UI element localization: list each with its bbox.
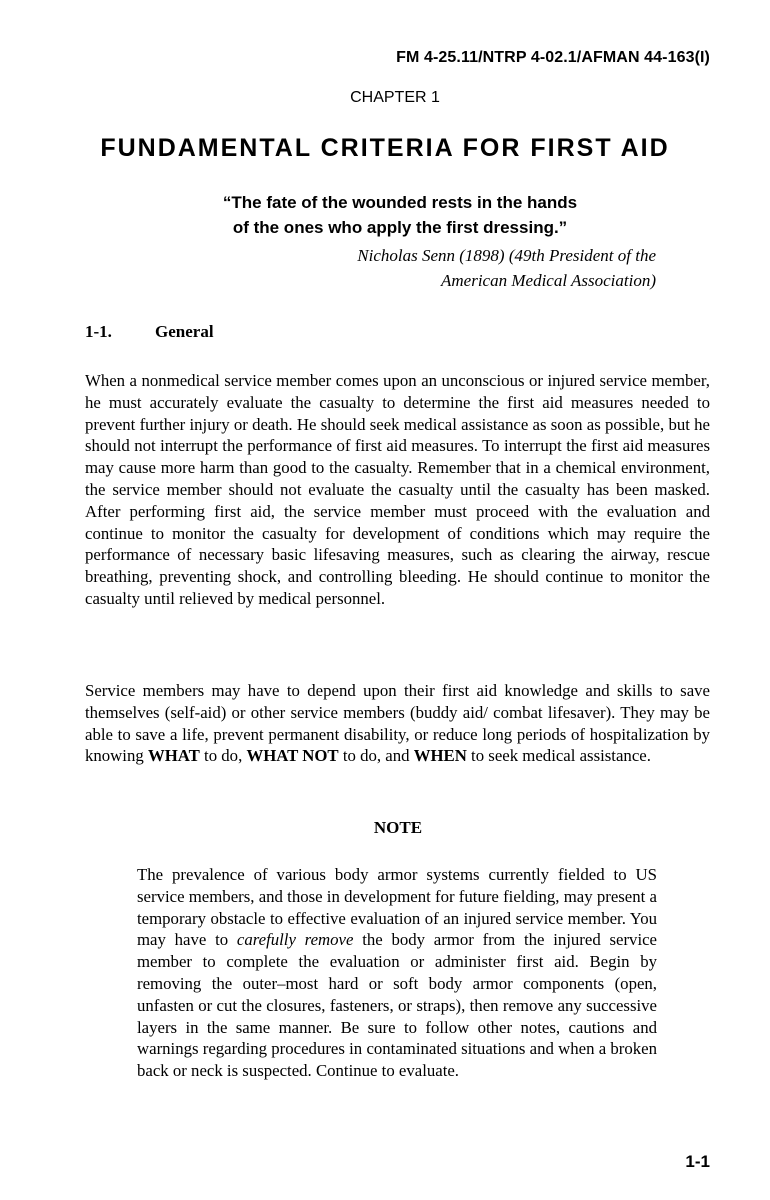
epigraph-attribution bbox=[357, 243, 656, 293]
document-id-header: FM 4-25.11/NTRP 4-02.1/AFMAN 44-163(I) bbox=[396, 49, 710, 66]
emphasis-what-not: WHAT NOT bbox=[246, 746, 339, 766]
paragraph-text: to seek medical assistance. bbox=[466, 746, 651, 766]
epigraph-quote bbox=[0, 190, 770, 240]
section-title: General bbox=[155, 322, 214, 341]
note-text: the body armor from the injured service member to complete the evaluation or administer first aid. Begin by removing the outer–most hard or soft body armor components (open, unfasten or cut the closures, fasteners, or straps), then remove any successive layers in the same manner. Be sure to follow other notes, cautions and warnings regarding procedures in contaminated situations and when a broken back or neck is suspected. Continue to evaluate. bbox=[137, 930, 658, 1081]
attribution-line-1: Nicholas Senn (1898) (49th President of the bbox=[357, 246, 656, 265]
note-heading: NOTE bbox=[373, 818, 423, 837]
section-number: 1-1. bbox=[85, 322, 112, 341]
note-text: The prevalence of various body armor systems currently fielded to US service members, and those in development for future fielding, may present a temporary obstacle to effective evaluation of an injured service member. You may have to bbox=[137, 865, 657, 950]
paragraph-text: Service members may have to depend upon their first aid knowledge and skills to save themselves (self-aid) or other service members (buddy aid/ combat lifesaver). They may be able to save a life, prevent permanent disability, or reduce long periods of hospitalization by knowing bbox=[85, 681, 710, 766]
paragraph-text: to do, and bbox=[338, 746, 414, 766]
chapter-label: CHAPTER 1 bbox=[350, 89, 440, 106]
chapter-title: FUNDAMENTAL CRITERIA FOR FIRST AID bbox=[100, 134, 670, 162]
emphasis-what: WHAT bbox=[147, 746, 200, 766]
epigraph-line-1: “The fate of the wounded rests in the hands bbox=[222, 193, 578, 212]
paragraph-text: to do, bbox=[199, 746, 247, 766]
note-body bbox=[137, 864, 657, 1082]
section-heading bbox=[85, 322, 214, 342]
page-number: 1-1 bbox=[685, 1152, 710, 1171]
paragraph-general: When a nonmedical service member comes upon an unconscious or injured service member, he must accurately evaluate the casualty to determine the first aid measures needed to prevent further injury or death. He should seek medical assistance as soon as possible, but he should not interrupt the performance of first aid measures. To interrupt the first aid measures may cause more harm than good to the casualty. Remember that in a chemical environment, the service member should not evaluate the casualty until the casualty has been masked. After performing first aid, the service member must proceed with the evaluation and continue to monitor the casualty for development of conditions which may require the performance of necessary basic lifesaving measures, such as clearing the airway, rescue breathing, preventing shock, and controlling bleeding. He should continue to monitor the casualty until relieved by medical personnel. bbox=[85, 371, 710, 608]
paragraph-self-aid bbox=[85, 680, 710, 767]
note-emphasis: carefully remove bbox=[236, 930, 354, 950]
emphasis-when: WHEN bbox=[413, 746, 467, 766]
epigraph-line-2: of the ones who apply the first dressing.” bbox=[232, 218, 568, 237]
attribution-line-2: American Medical Association) bbox=[441, 271, 656, 290]
